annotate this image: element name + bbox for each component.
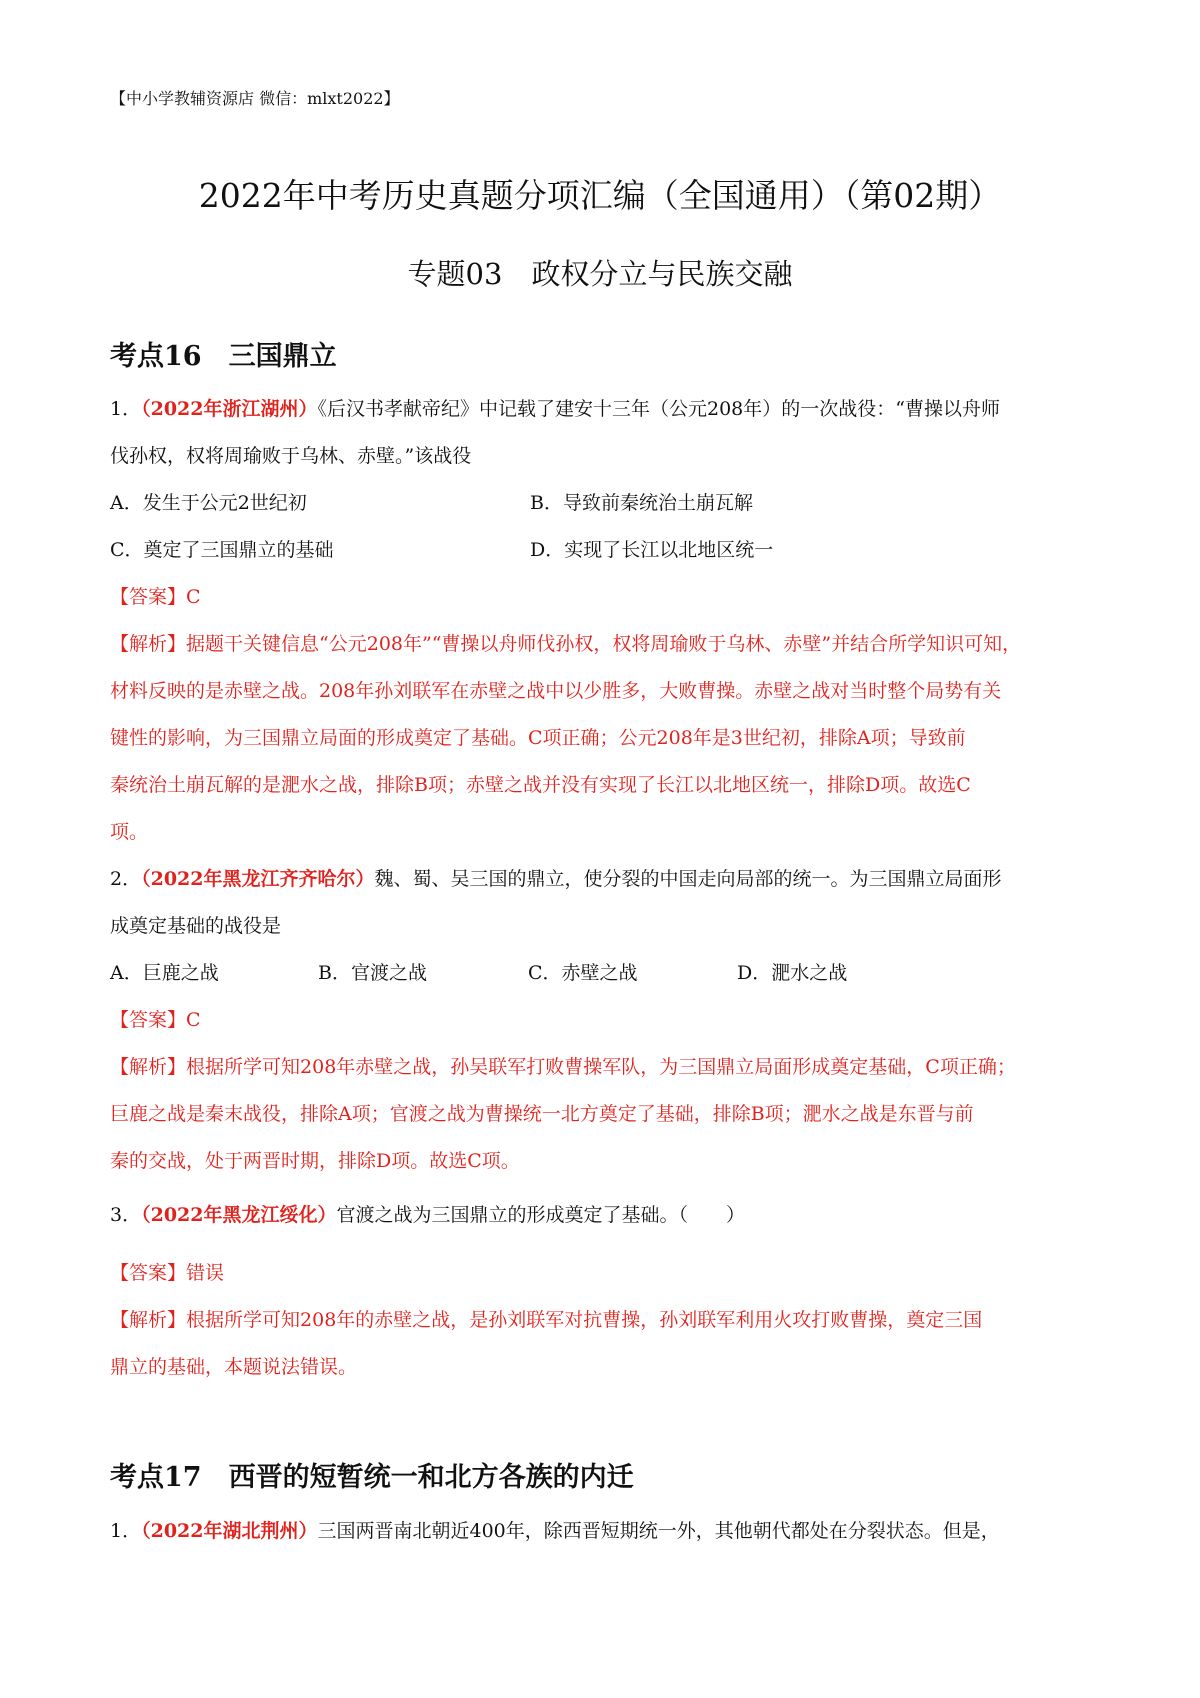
page-subtitle: 专题03 政权分立与民族交融: [407, 257, 793, 291]
option-c: C．奠定了三国鼎立的基础: [110, 539, 334, 561]
option-d: D．淝水之战: [737, 962, 848, 984]
question-1-line-1: [110, 394, 1000, 421]
option-b: B．官渡之战: [318, 962, 427, 984]
question-source: （2022年浙江湖州）: [141, 398, 318, 420]
question-source: （2022年黑龙江齐齐哈尔）: [141, 868, 375, 890]
answer-label: 【答案】: [110, 586, 187, 608]
analysis-text: 秦统治土崩瓦解的是淝水之战，排除B项；赤壁之战并没有实现了长江以北地区统一，排除D项。故选C: [110, 774, 971, 796]
analysis-text: 根据所学可知208年的赤壁之战，是孙刘联军对抗曹操，孙刘联军利用火攻打败曹操，奠定三国: [186, 1309, 983, 1331]
question-source: （2022年湖北荆州）: [141, 1520, 318, 1542]
analysis-label: 【解析】: [110, 1056, 187, 1078]
answer-value: C: [186, 586, 201, 608]
analysis-text: 巨鹿之战是秦末战役，排除A项；官渡之战为曹操统一北方奠定了基础，排除B项；淝水之战是东晋与前: [110, 1103, 974, 1125]
answer: [110, 1005, 201, 1032]
analysis: [110, 1052, 1016, 1079]
option-a: A．巨鹿之战: [110, 962, 219, 984]
question-stem: 成奠定基础的战役是: [110, 915, 282, 937]
question-stem: 《后汉书孝献帝纪》中记载了建安十三年（公元208年）的一次战役：“曹操以舟师: [317, 398, 1000, 420]
option-a: A．发生于公元2世纪初: [110, 492, 307, 514]
answer-label: 【答案】: [110, 1009, 187, 1031]
analysis-text: 秦的交战，处于两晋时期，排除D项。故选C项。: [110, 1150, 520, 1172]
question-number: 1．: [110, 398, 142, 420]
question-stem: 三国两晋南北朝近400年，除西晋短期统一外，其他朝代都处在分裂状态。但是，: [317, 1520, 1000, 1542]
option-c: C．赤壁之战: [528, 962, 638, 984]
section-heading-17: 考点17 西晋的短暂统一和北方各族的内迁: [110, 1462, 634, 1493]
analysis-text: 材料反映的是赤壁之战。208年孙刘联军在赤壁之战中以少胜多，大败曹操。赤壁之战对当时整个局势有关: [110, 680, 1002, 702]
analysis-label: 【解析】: [110, 1309, 187, 1331]
analysis-text: 鼎立的基础，本题说法错误。: [110, 1356, 358, 1378]
analysis-text: 根据所学可知208年赤壁之战，孙吴联军打败曹操军队，为三国鼎立局面形成奠定基础，C项正确；: [186, 1056, 1016, 1078]
shop-header: 【中小学教辅资源店 微信：mlxt2022】: [110, 89, 400, 108]
analysis: [110, 629, 1021, 656]
question-number: 1．: [110, 1520, 142, 1542]
question-stem: 伐孙权，权将周瑜败于乌林、赤壁。”该战役: [110, 445, 472, 467]
question-source: （2022年黑龙江绥化）: [141, 1204, 337, 1226]
question-stem: 官渡之战为三国鼎立的形成奠定了基础。（ ）: [336, 1204, 745, 1226]
option-d: D．实现了长江以北地区统一: [530, 539, 774, 561]
answer-value: 错误: [186, 1262, 225, 1284]
analysis-text: 据题干关键信息“公元208年”“曹操以舟师伐孙权，权将周瑜败于乌林、赤壁”并结合所学知识可知，: [186, 633, 1022, 655]
analysis-label: 【解析】: [110, 633, 187, 655]
analysis-text: 项。: [110, 821, 149, 843]
question-number: 2．: [110, 868, 142, 890]
answer-label: 【答案】: [110, 1262, 187, 1284]
question-1-line-1: [110, 1516, 1000, 1543]
question-2-line-1: [110, 864, 1002, 891]
answer: [110, 1258, 224, 1285]
question-3-line-1: [110, 1200, 745, 1227]
analysis: [110, 1305, 982, 1332]
answer-value: C: [186, 1009, 201, 1031]
question-number: 3．: [110, 1204, 142, 1226]
analysis-text: 键性的影响，为三国鼎立局面的形成奠定了基础。C项正确；公元208年是3世纪初，排除A项；导致前: [110, 727, 966, 749]
option-b: B．导致前秦统治土崩瓦解: [530, 492, 753, 514]
page-title: 2022年中考历史真题分项汇编（全国通用）（第02期）: [198, 176, 1002, 215]
question-stem: 魏、蜀、吴三国的鼎立，使分裂的中国走向局部的统一。为三国鼎立局面形: [374, 868, 1002, 890]
section-heading-16: 考点16 三国鼎立: [110, 341, 337, 372]
answer: [110, 582, 201, 609]
